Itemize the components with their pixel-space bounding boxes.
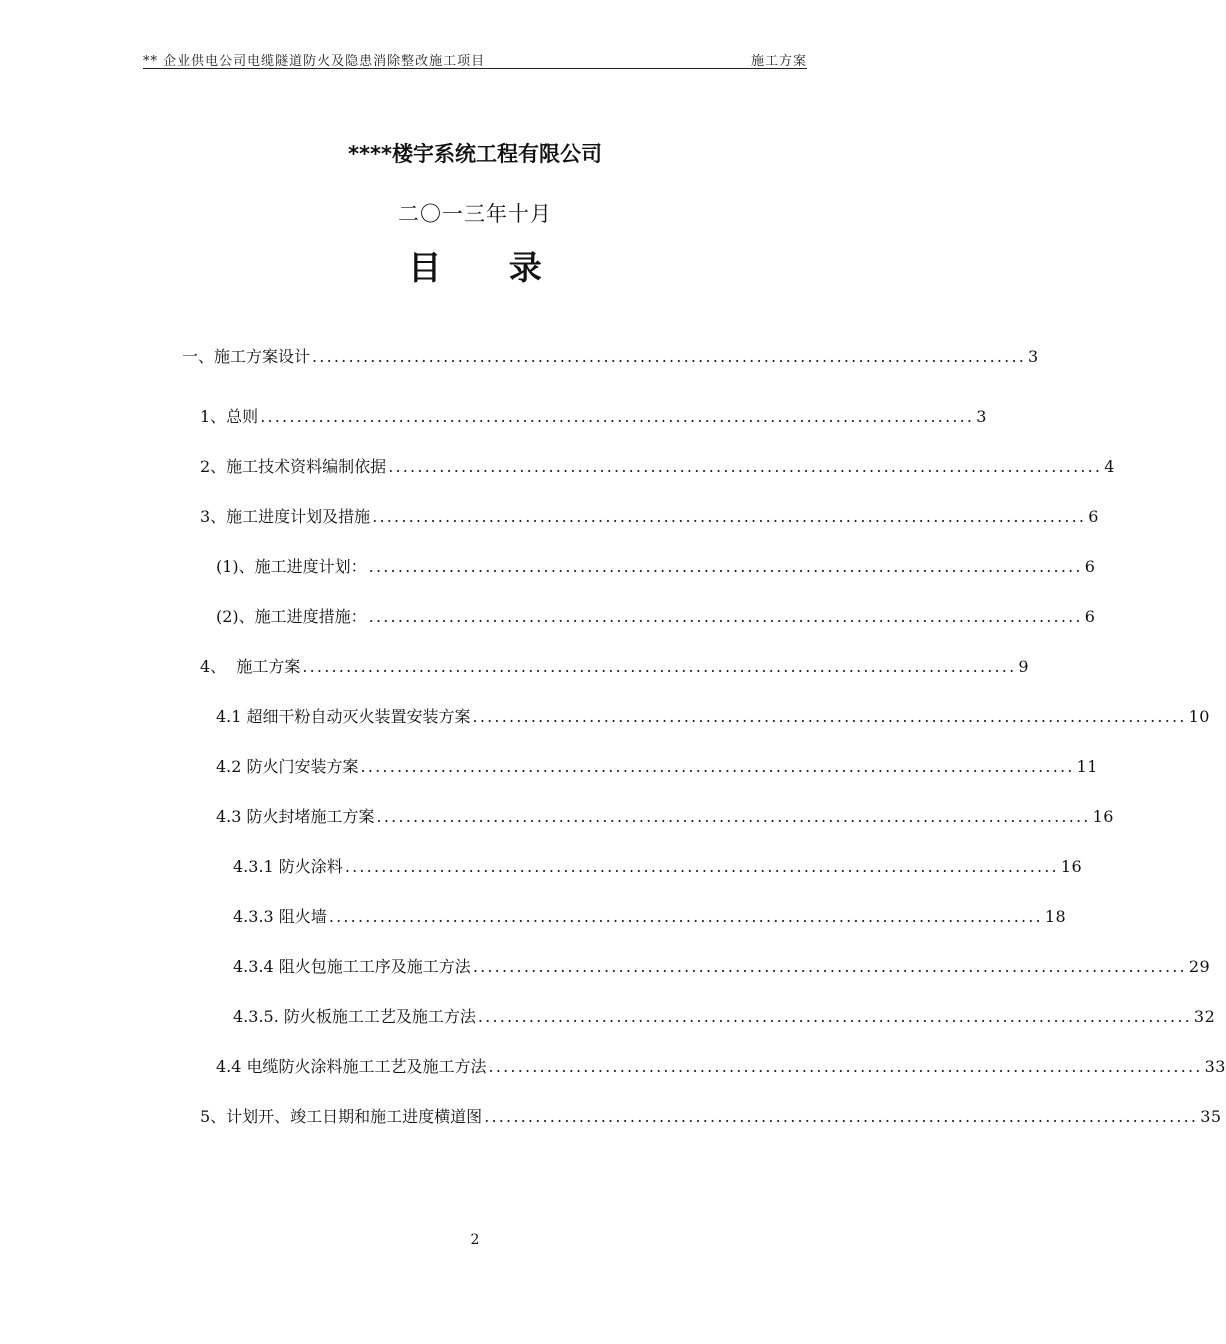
toc-leader-dots: .................................................................................................. xyxy=(472,707,1187,726)
toc-entry[interactable] xyxy=(216,554,1096,578)
toc-entry-title: 4.4 电缆防火涂料施工工艺及施工方法 xyxy=(216,1057,487,1076)
toc-leader-dots: .................................................................................................. xyxy=(328,907,1043,926)
toc-entry[interactable] xyxy=(200,1104,1222,1128)
toc-entry-page: 29 xyxy=(1188,957,1211,976)
toc-leader-dots: .................................................................................................. xyxy=(368,557,1083,576)
toc-leader-dots: .................................................................................................. xyxy=(388,457,1103,476)
page-header xyxy=(143,50,807,69)
toc-entry-page: 32 xyxy=(1193,1007,1216,1026)
toc-entry[interactable] xyxy=(216,704,1210,728)
toc-entry[interactable] xyxy=(216,804,1114,828)
toc-entry[interactable] xyxy=(216,604,1096,628)
toc-entry-page: 11 xyxy=(1076,757,1098,776)
toc-leader-dots: .................................................................................................. xyxy=(368,607,1083,626)
toc-entry[interactable] xyxy=(216,754,1098,778)
toc-entry[interactable] xyxy=(200,504,1099,528)
toc-leader-dots: .................................................................................................. xyxy=(302,657,1017,676)
toc-entry-page: 16 xyxy=(1060,857,1083,876)
toc-entry-page: 9 xyxy=(1018,657,1030,676)
toc-leader-dots: .................................................................................................. xyxy=(472,957,1187,976)
toc-entry-page: 35 xyxy=(1200,1107,1222,1126)
toc-entry-page: 3 xyxy=(1028,347,1039,366)
toc-leader-dots: .................................................................................................. xyxy=(477,1007,1192,1026)
toc-entry-title: 4.3.5. 防火板施工工艺及施工方法 xyxy=(233,1007,476,1026)
toc-entry-title: 4、 施工方案 xyxy=(200,657,301,676)
toc-entry-title: 4.2 防火门安装方案 xyxy=(216,757,359,776)
toc-entry[interactable] xyxy=(200,404,987,428)
toc-entry-title: 4.3.3 阻火墙 xyxy=(233,907,327,926)
toc-leader-dots: .................................................................................................. xyxy=(484,1107,1199,1126)
toc-entry-title: 一、施工方案设计 xyxy=(182,347,311,366)
company-name: ****楼宇系统工程有限公司 xyxy=(348,142,602,166)
page-number: 2 xyxy=(470,1232,480,1248)
toc-entry-title: 2、施工技术资料编制依据 xyxy=(200,457,387,476)
toc-entry-page: 3 xyxy=(976,407,987,426)
toc-entry-page: 6 xyxy=(1088,507,1099,526)
toc-entry-page: 33 xyxy=(1204,1057,1226,1076)
toc-leader-dots: .................................................................................................. xyxy=(344,857,1059,876)
toc-entry-page: 18 xyxy=(1044,907,1067,926)
toc-entry-title: 1、总则 xyxy=(200,407,259,426)
toc-entry[interactable] xyxy=(200,654,1030,678)
header-project-title: ** 企业供电公司电缆隧道防火及隐患消除整改施工项目 xyxy=(143,54,486,69)
toc-entry[interactable] xyxy=(182,344,1039,368)
toc-leader-dots: .................................................................................................. xyxy=(260,407,975,426)
toc-entry[interactable] xyxy=(233,904,1067,928)
toc-entry-title: 5、计划开、竣工日期和施工进度横道图 xyxy=(200,1107,483,1126)
toc-entry-page: 10 xyxy=(1188,707,1210,726)
toc-entry[interactable] xyxy=(233,1004,1216,1028)
toc-leader-dots: .................................................................................................. xyxy=(376,807,1091,826)
toc-entry-page: 4 xyxy=(1104,457,1115,476)
toc-leader-dots: .................................................................................................. xyxy=(372,507,1087,526)
toc-entry-title: (1)、施工进度计划： xyxy=(216,557,367,576)
toc-entry-title: 4.3.1 防火涂料 xyxy=(233,857,343,876)
toc-leader-dots: .................................................................................................. xyxy=(488,1057,1203,1076)
toc-entry[interactable] xyxy=(233,954,1211,978)
toc-entry-title: 4.1 超细干粉自动灭火装置安装方案 xyxy=(216,707,471,726)
toc-entry[interactable] xyxy=(216,1054,1226,1078)
toc-title: 目 录 xyxy=(408,248,570,287)
toc-entry[interactable] xyxy=(200,454,1115,478)
toc-leader-dots: .................................................................................................. xyxy=(360,757,1075,776)
document-date: 二〇一三年十月 xyxy=(398,202,552,226)
toc-entry-title: (2)、施工进度措施： xyxy=(216,607,367,626)
toc-entry-title: 4.3.4 阻火包施工工序及施工方法 xyxy=(233,957,471,976)
toc-entry[interactable] xyxy=(233,854,1083,878)
toc-entry-page: 6 xyxy=(1084,607,1096,626)
toc-entry-page: 6 xyxy=(1084,557,1096,576)
toc-entry-title: 4.3 防火封堵施工方案 xyxy=(216,807,375,826)
toc-entry-title: 3、施工进度计划及措施 xyxy=(200,507,371,526)
toc-leader-dots: .................................................................................................. xyxy=(312,347,1027,366)
toc-entry-page: 16 xyxy=(1092,807,1114,826)
header-doc-type: 施工方案 xyxy=(750,54,807,69)
